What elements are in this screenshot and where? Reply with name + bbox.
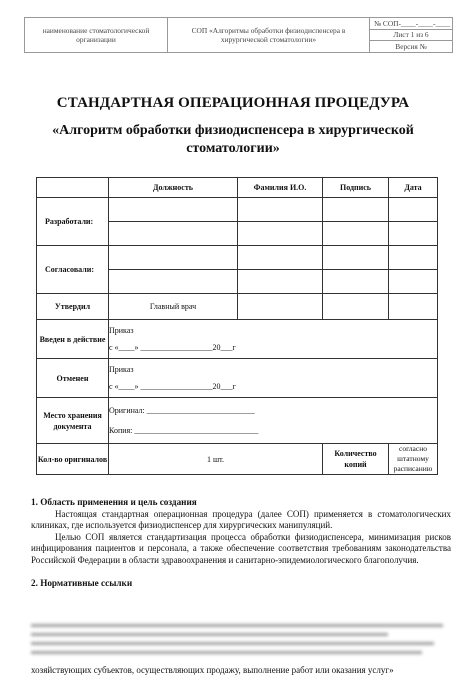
document-subtitle: «Алгоритм обработки физиодиспенсера в хирургической стоматологии» [52,123,414,156]
row-cancelled: Отменен [37,359,109,398]
approval-table [36,177,438,475]
section-2-last-line: хозяйствующих субъектов, осуществляющих продажу, выполнение работ или оказания услуг» [31,665,394,675]
originals-count-value: 1 шт. [109,444,323,475]
col-date: Дата [389,178,438,198]
row-approved: Утвердил [37,294,109,320]
row-effective: Введен в действие [37,320,109,359]
document-title: СТАНДАРТНАЯ ОПЕРАЦИОННАЯ ПРОЦЕДУРА [56,95,410,111]
storage-original: Оригинал: ___________________________ [109,405,255,415]
col-position: Должность [109,178,238,198]
section-2-heading: 2. Нормативные ссылки [31,578,133,588]
section-1-heading: 1. Область применения и цель создания [31,497,197,507]
effective-order-cell [109,320,438,359]
copies-count-label: Количество копий [323,444,389,475]
section-1-paragraph-2: Целью СОП является стандартизация процесса обработки физиодиспенсера, минимизация рисков инфицирования пациентов и персонала, а также обеспечение соответствия требованиям законодательства Российской Федерации в области здравоохранения и санитарно-эпидемиологического благополучия. [31,531,451,565]
copies-count-value: согласно штатному расписанию [389,444,438,475]
document-header [24,17,453,53]
section-1-paragraph-1: Настоящая стандартная операционная процедура (далее СОП) применяется в стоматологических клиниках, где используется физиодиспенсер для хирургических манипуляций. [31,508,451,530]
effective-order-date: с «____» __________________20___г [109,343,236,352]
sop-name: СОП «Алгоритмы обработки физиодиспенсера в хирургической стоматологии» [168,18,370,53]
version: Версия № [370,41,453,53]
sop-number: № СОП-____-____-____ [370,18,453,30]
row-originals-count: Кол-во оригиналов [37,444,109,475]
cancel-order-label: Приказ [109,365,134,374]
row-agreed: Согласовали: [37,246,109,294]
approved-position: Главный врач [109,294,238,320]
col-name: Фамилия И.О. [238,178,323,198]
org-name: наименование стоматологической организации [25,18,168,53]
row-developed: Разработали: [37,198,109,246]
effective-order-label: Приказ [109,326,134,335]
cancel-order-date: с «____» __________________20___г [109,382,236,391]
storage-cell [109,398,438,444]
col-sign: Подпись [323,178,389,198]
cancel-order-cell [109,359,438,398]
row-storage: Место хранения документа [37,398,109,444]
section-1 [31,497,451,590]
blurred-content [31,622,451,660]
storage-copy: Копия: _______________________________ [109,425,259,435]
sheet-number: Лист 1 из 6 [370,29,453,41]
